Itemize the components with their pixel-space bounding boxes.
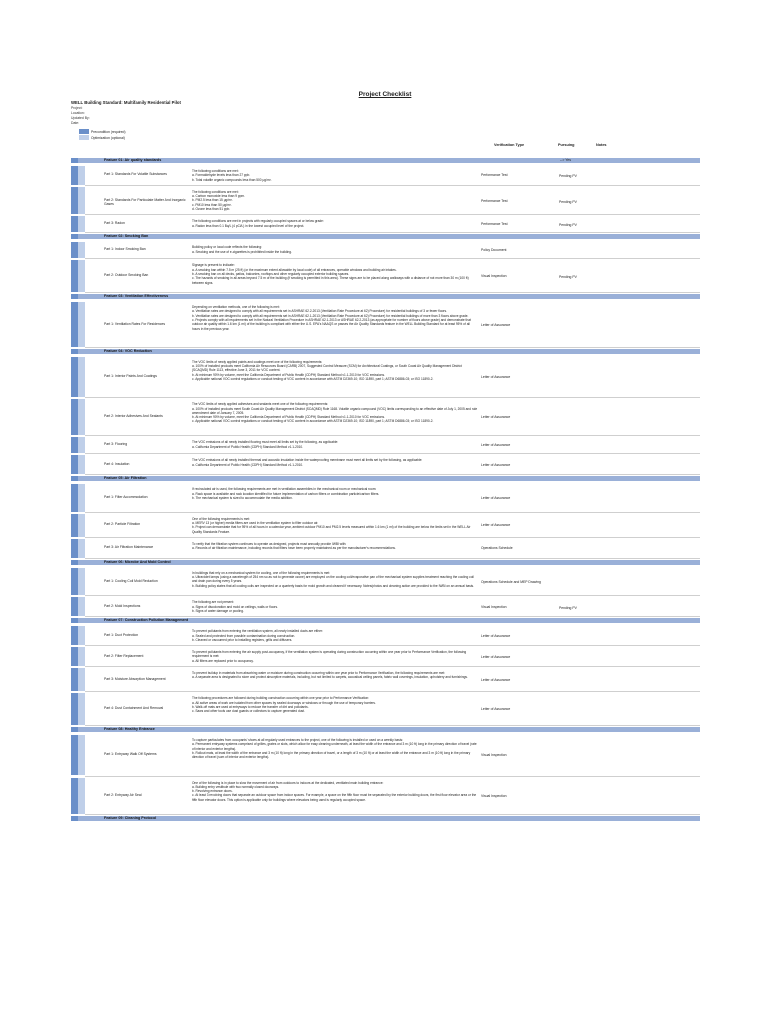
verification-type: Operations Schedule (481, 546, 513, 551)
pursuing-status: Pending PV (559, 199, 577, 204)
feature-marker (71, 158, 78, 163)
verification-type: Letter of Assurance (481, 462, 511, 467)
feature-header (71, 234, 700, 239)
verification-type: Letter of Assurance (481, 375, 511, 380)
row-divider (85, 292, 700, 293)
part-name: Part 2: Interior Adhesives And Sealants (104, 414, 163, 419)
row-optimization-marker (78, 242, 85, 258)
row-optimization-marker (78, 216, 85, 232)
feature-title: Feature 03: Ventilation Effectiveness (104, 294, 169, 299)
part-requirements: The following procedures are followed during building construction occurring within one year prior to Performance Verification: a. All active areas of work are isolated from other spaces by sealed doorways or windows or through the use of temporary barriers. b. Walk-off mats are used at entryways to reduce the transfer of dirt and pollutants. c. Saws and other tools use dust guards or collectors to capture generated dust. (192, 696, 376, 714)
row-precondition-marker (71, 514, 78, 537)
feature-title: Feature 07: Construction Pollution Management (104, 618, 189, 623)
part-requirements: One of the following is in place to slow the movement of air from outdoors to indoors at the dedicated, ventilated main building entrance: a. Building entry vestibule with two normally closed doorways. b. Revolving entrance doors. c. At least 3 revolving doors that separate an outdoor space from indoor spaces. For example, a space on the fifth floor must be separated by the exterior building doors, the first floor elevator area or the fifth floor elevator doors. This option is applicable only for buildings where elevators being used is regularly occupied space. (192, 780, 477, 802)
verification-type: Performance Test (481, 222, 508, 227)
verification-type: Visual Inspection (481, 274, 507, 279)
row-divider (85, 595, 700, 596)
row-divider (85, 725, 700, 726)
row-precondition-marker (71, 647, 78, 666)
part-requirements: Building policy or local code reflects the following: a. Smoking and the use of e-cigarettes is prohibited inside the building. (192, 245, 292, 254)
row-divider (85, 814, 700, 815)
feature-marker (71, 727, 78, 732)
row-optimization-marker (78, 668, 85, 691)
part-requirements: One of the following requirements is met: a. MERV 13 (or higher) media filters are used in the ventilation system to filter outdoor air. b. Project can demonstrate that for 95% of all hours in a calendar year, ambient outdoor PM10 and PM2.5 levels measured within 1.6 km (1 mi) of the building are below the limits set in the WELL Air Quality Standards Feature. (192, 516, 471, 534)
row-divider (85, 232, 700, 233)
row-optimization-marker (78, 514, 85, 537)
row-divider (85, 691, 700, 692)
feature-title: Feature 08: Healthy Entrance (104, 727, 155, 732)
feature-marker (71, 294, 78, 299)
row-precondition-marker (71, 187, 78, 215)
part-requirements: The VOC limits of newly applied adhesives and sealants meet one of the following requirements: a. 100% of installed products meet South Coast Air Quality Management District (SCAQMD) Rule 1168. Volatile organic compound (VOC) limits corresponding to an effective date of July 1, 2005 and rule amendment date of January 7, 2005. b. At minimum 90% by volume, meet the California Department of Public Health (CDPH) Standard Method v1.1-2010 for VOC emissions. c. Applicable national VOC control regulations or conduct testing of VOC content in accordance with ASTM D2369-10; ISO 11890, part 1; ASTM D6886-03; or ISO 11890-2. (192, 402, 478, 424)
verification-type: Letter of Assurance (481, 523, 511, 528)
feature-title: Feature 09: Cleaning Protocol (104, 815, 157, 820)
verification-type: Letter of Assurance (481, 654, 511, 659)
row-divider (85, 512, 700, 513)
row-precondition-marker (71, 668, 78, 691)
part-requirements: If recirculated air is used, the following requirements are met in ventilation assemblies in the mechanical room or mechanical room: a. Rack space is available and rack location identified for future implementation of carbon filters or combination particle/carbon filters. b. The mechanical system is sized to accommodate the media addition. (192, 487, 380, 500)
row-precondition-marker (71, 455, 78, 474)
part-requirements: The VOC limits of newly applied paints and coatings meet one of the following requirements: a. 100% of installed products meet California Air Resources Board (CARB) 2007, Suggested Control Measure (SCM) for Architectural Coatings, or South Coast Air Quality Management District (SCAQMD) Rule 1113, effective June 3, 2011 for VOC content. b. At minimum 90% by volume, meet the California Department of Public Health (CDPH) Standard Method v1.1-2010 for VOC emissions. c. Applicable national VOC control regulations or conduct testing of VOC content in accordance with ASTM D2369-10; ISO 11890, part 1; ASTM D6886-03; or ISO 11890-2. (192, 359, 462, 382)
row-optimization-marker (78, 399, 85, 435)
row-divider (85, 537, 700, 538)
row-divider (85, 616, 700, 617)
part-name: Part 2: Particle Filtration (104, 522, 141, 527)
part-name: Part 1: Duct Protection (104, 632, 139, 637)
feature-status: --> Yes (560, 158, 571, 162)
part-requirements: To verify that the filtration system continues to operate as designed, projects must annually provide IWBI with: a. Records of air filtration maintenance, including records that filters have been properly maintained as per the manufacturer's recommendations. (192, 542, 396, 551)
part-requirements: The VOC emissions of all newly installed thermal and acoustic insulation inside the waterproofing membrane must meet all limits set by the following, as applicable: a. California Department of Public Health (CDPH) Standard Method v1.1-2010. (192, 458, 423, 467)
meta-date: Date: (71, 121, 80, 125)
part-name: Part 2: Mold Inspections (104, 603, 141, 608)
feature-title: Feature 01: Air quality standards (104, 158, 162, 162)
row-optimization-marker (78, 778, 85, 814)
row-precondition-marker (71, 437, 78, 453)
row-optimization-marker (78, 357, 85, 397)
part-requirements: In buildings that rely on a mechanical system for cooling, one of the following requirements is met: a. Ultraviolet lamps (using a wavelength of 254 nm so as not to generate ozone) are employed on the cooling coil/evaporative pan of the mechanical system supplies treatment reaching the cooling coil and drain pan during every 5 years. b. Building policy states that all cooling coils are inspected on a quarterly basis for mold growth and cleaned if necessary. Notes/photos and cleaning action are provided to the IWBI on an annual basis. (192, 570, 475, 588)
part-name: Part 2: Standards For Particulate Matter And Inorganic Gases (104, 197, 186, 206)
row-divider (85, 258, 700, 259)
part-name: Part 1: Standards For Volatile Substances (104, 172, 167, 177)
row-divider (85, 474, 700, 475)
feature-title: Feature 06: Microbe And Mold Control (104, 559, 171, 564)
legend-label-optimization: Optimization (optional) (91, 136, 125, 140)
feature-title: Feature 02: Smoking Ban (104, 234, 149, 239)
feature-title: Feature 05: Air Filtration (104, 476, 147, 481)
part-name: Part 1: Filter Accommodation (104, 495, 148, 500)
row-divider (85, 776, 700, 777)
part-requirements: To prevent pollutants from entering the ventilation system, all newly installed ducts are either: a. Sealed and protected from possible contamination during construction. b. Cleaned or vacuumed prior to installing registers, grills and diffusers. (192, 629, 323, 642)
part-name: Part 1: Ventilation Rates For Residences (104, 321, 166, 326)
row-precondition-marker (71, 568, 78, 596)
feature-header (71, 727, 700, 732)
part-name: Part 1: Indoor Smoking Ban (104, 247, 146, 252)
part-requirements: The following conditions are met: a. Formaldehyde levels less than 27 ppb. b. Total volatile organic compounds less than 500 μg/m³. (192, 169, 272, 182)
row-precondition-marker (71, 735, 78, 775)
row-optimization-marker (78, 455, 85, 474)
part-name: Part 2: Entryway Air Seal (104, 792, 142, 797)
verification-type: Letter of Assurance (481, 415, 511, 420)
part-name: Part 3: Radon (104, 221, 125, 226)
verification-type: Visual Inspection (481, 604, 507, 609)
part-requirements: To prevent buildup in materials from absorbing water or moisture during construction occurring within one year prior to Performance Verification, the following requirements are met: a. A separate area is designated to store and protect absorptive materials, including, but not limited to carpets, acoustical ceiling panels, fabric wall coverings, insulation, upholstery and furnishings. (192, 671, 468, 680)
feature-marker (71, 618, 78, 623)
verification-type: Operations Schedule and MEP Drawing (481, 579, 541, 584)
row-precondition-marker (71, 484, 78, 512)
row-optimization-marker (78, 166, 85, 185)
row-precondition-marker (71, 626, 78, 645)
feature-header (71, 294, 700, 299)
part-name: Part 3: Moisture Absorption Management (104, 676, 166, 681)
verification-type: Visual Inspection (481, 753, 507, 758)
meta-project: Project: (71, 106, 83, 110)
pursuing-status: Pending PV (559, 174, 577, 179)
row-divider (85, 347, 700, 348)
feature-header (71, 158, 700, 163)
row-optimization-marker (78, 484, 85, 512)
row-optimization-marker (78, 437, 85, 453)
verification-type: Letter of Assurance (481, 707, 511, 712)
part-name: Part 3: Air Filtration Maintenance (104, 545, 154, 550)
row-optimization-marker (78, 187, 85, 215)
feature-marker (71, 476, 78, 481)
row-divider (85, 558, 700, 559)
row-divider (85, 435, 700, 436)
legend-swatch-optimization (79, 135, 89, 140)
part-name: Part 3: Flooring (104, 442, 128, 447)
feature-header (71, 618, 700, 623)
row-precondition-marker (71, 166, 78, 185)
row-precondition-marker (71, 357, 78, 397)
legend-label-precondition: Precondition (required) (91, 130, 126, 134)
row-precondition-marker (71, 693, 78, 725)
part-name: Part 1: Interior Paints And Coatings (104, 374, 157, 379)
part-requirements: The following are not present: a. Signs of discoloration and mold on ceilings, walls or floors. b. Signs of water damage or pooling. (192, 600, 278, 613)
pursuing-status: Pending PV (559, 223, 577, 228)
row-optimization-marker (78, 597, 85, 616)
pursuing-status: Pending PV (559, 605, 577, 610)
column-header-pursuing: Pursuing (558, 143, 575, 147)
row-optimization-marker (78, 302, 85, 347)
verification-type: Visual Inspection (481, 793, 507, 798)
page-subtitle: WELL Building Standard: Multifamily Residential Pilot (71, 100, 181, 105)
verification-type: Letter of Assurance (481, 677, 511, 682)
verification-type: Policy Document (481, 248, 507, 253)
row-precondition-marker (71, 597, 78, 616)
part-name: Part 1: Cooling Coil Mold Reduction (104, 578, 158, 583)
part-requirements: Signage is present to indicate: a. A smoking ban within 7.5 m (25 ft) (or the maximum extent allowable by local code) of all entrances, operable windows and building air intakes. b. A smoking ban on all decks, patios, balconies, rooftops and other regularly occupied exterior building spaces. c. The hazards of smoking in all areas beyond 7.5 m of the building (if smoking is permitted in this area). These signs are to be placed along walkways with a distance of not more than 30 m (100 ft) between signs. (192, 263, 469, 285)
page-title: Project Checklist (358, 91, 412, 98)
column-header-verification: Verification Type (494, 143, 525, 147)
row-precondition-marker (71, 399, 78, 435)
part-requirements: The following conditions are met: a. Carbon monoxide less than 9 ppm. b. PM2.5 less than 15 μg/m³. c. PM10 less than 50 μg/m³. d. Ozone less than 51 ppb. (192, 189, 245, 212)
row-optimization-marker (78, 626, 85, 645)
verification-type: Letter of Assurance (481, 443, 511, 448)
part-name: Part 4: Insulation (104, 461, 130, 466)
feature-marker (71, 349, 78, 354)
part-requirements: Depending on ventilation methods, one of the following is met: a. Ventilation rates are designed to comply with all requirements set in ASHRAE 62.2-2013 (Ventilation Rate Procedure at 62) Procedure) for residential buildings of 3 or fewer floors. b. Ventilation rates are designed to comply with all requirements set in ASHRAE 62.1-2013 (Ventilation Rate Procedure at 62) Procedure) for residential buildings of more than 3 floors above grade. c. Projects comply with all requirements set in the Natural Ventilation Procedure in ASHRAE 62.1-2013 or ASHRAE 62.2-2013 (as appropriate for number of floors above grade) and demonstrate that outdoor air quality within 1.6 km (1 mi) of the building is compliant with either the U.S. EPA's NAAQS or passes the Air Quality Standards feature in the WELL Building Standard for at least 95% of all hours in the previous year. (192, 305, 471, 331)
verification-type: Letter of Assurance (481, 633, 511, 638)
feature-header (71, 349, 700, 354)
row-divider (85, 666, 700, 667)
verification-type: Performance Test (481, 173, 508, 178)
part-name: Part 1: Entryway Walk Off Systems (104, 752, 157, 757)
feature-marker (71, 560, 78, 565)
part-requirements: The following conditions are met in projects with regularly occupied spaces at or below grade: a. Radon less than 0.1 Bq/L (4 pCi/L) in the lowest occupied level of the project. (192, 219, 324, 228)
row-precondition-marker (71, 302, 78, 347)
feature-header (71, 816, 700, 821)
feature-header (71, 560, 700, 565)
part-name: Part 4: Dust Containment And Removal (104, 706, 164, 711)
row-precondition-marker (71, 778, 78, 814)
row-optimization-marker (78, 693, 85, 725)
row-divider (85, 397, 700, 398)
row-optimization-marker (78, 647, 85, 666)
meta-updated-by: Updated By: (71, 116, 90, 120)
feature-marker (71, 234, 78, 239)
row-precondition-marker (71, 216, 78, 232)
meta-location: Location: (71, 111, 85, 115)
legend-swatch-precondition (79, 129, 89, 134)
part-requirements: To prevent pollutants from entering the air supply post-occupancy, if the ventilation system is operating during construction occurring within one year prior to Performance Verification, the following requirement is met: a. All filters are replaced prior to occupancy. (192, 650, 467, 663)
column-header-notes: Notes (596, 143, 607, 147)
part-requirements: To capture particulates from occupants' shoes at all regularly used entrances to the project, one of the following is installed or used on a weekly basis: a. Permanent entryway systems comprised of grilles, grates or slots, which allow for easy cleaning underneath, at least the width of the entrance and 3 m (10 ft) long in the primary direction of travel (rate of interior and exterior lengths). b. Rollout mats, at least the width of the entrance and 3 m (10 ft) long in the primary direction of travel, or a length of 3 m (10 ft) or at least the width of the entrance and 3 m (10 ft) long in the primary direction of travel (sum of interior and exterior lengths). (192, 738, 477, 760)
row-optimization-marker (78, 260, 85, 292)
row-precondition-marker (71, 260, 78, 292)
verification-type: Letter of Assurance (481, 322, 511, 327)
verification-type: Letter of Assurance (481, 496, 511, 501)
part-name: Part 2: Filter Replacement (104, 653, 144, 658)
row-optimization-marker (78, 568, 85, 596)
part-requirements: The VOC emissions of all newly installed flooring must meet all limits set by the following, as applicable: a. California Department of Public Health (CDPH) Standard Method v1.1-2010. (192, 440, 339, 449)
row-divider (85, 214, 700, 215)
row-divider (85, 453, 700, 454)
row-optimization-marker (78, 735, 85, 775)
row-precondition-marker (71, 539, 78, 558)
pursuing-status: Pending PV (559, 275, 577, 280)
part-name: Part 2: Outdoor Smoking Ban (104, 273, 149, 278)
row-divider (85, 185, 700, 186)
feature-marker (71, 816, 78, 821)
verification-type: Performance Test (481, 198, 508, 203)
feature-title: Feature 04: VOC Reduction (104, 348, 152, 353)
row-precondition-marker (71, 242, 78, 258)
feature-header (71, 476, 700, 481)
row-divider (85, 645, 700, 646)
row-optimization-marker (78, 539, 85, 558)
